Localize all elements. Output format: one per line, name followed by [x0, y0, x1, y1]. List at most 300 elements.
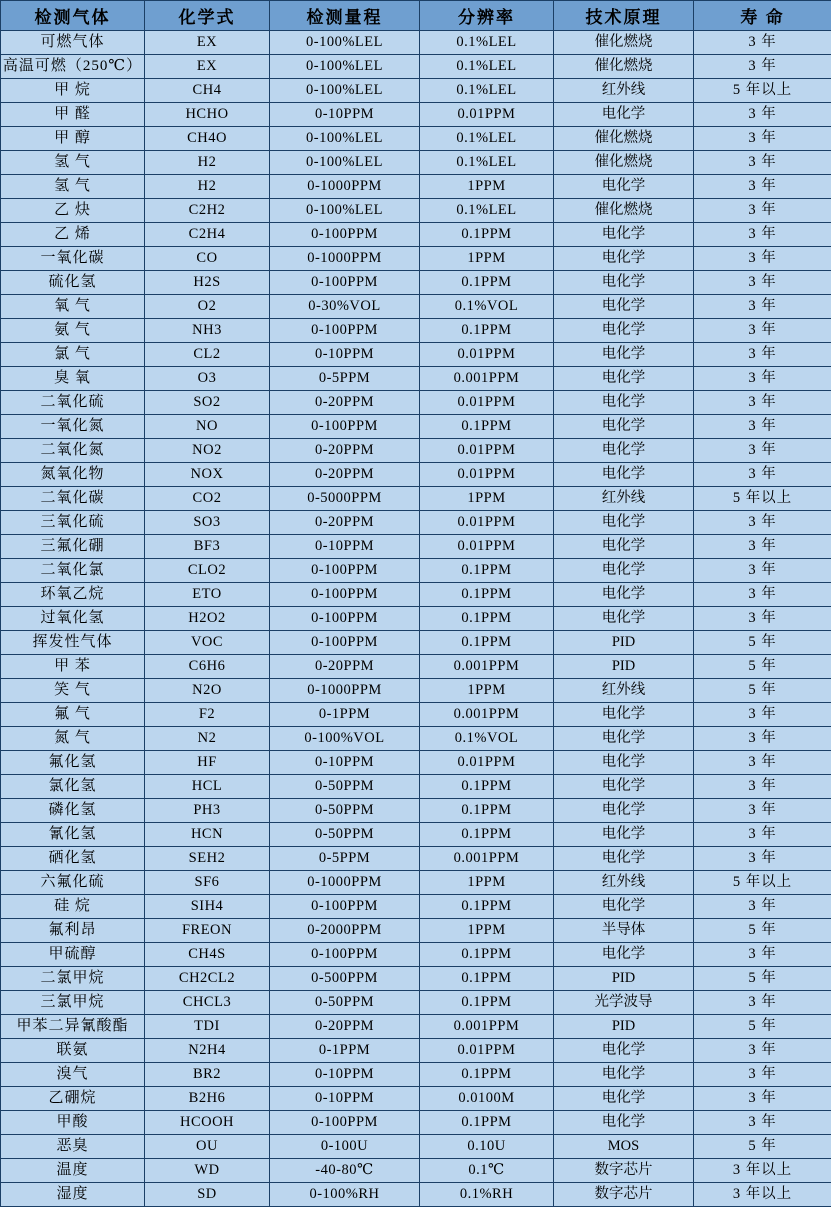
cell-formula: C6H6	[145, 655, 270, 679]
cell-principle: 电化学	[554, 823, 694, 847]
cell-range: 0-20PPM	[270, 463, 420, 487]
cell-lifetime: 5 年	[694, 1015, 831, 1039]
cell-range: 0-10PPM	[270, 103, 420, 127]
cell-formula: NH3	[145, 319, 270, 343]
table-row	[1, 1039, 831, 1063]
cell-resolution: 0.1PPM	[420, 223, 554, 247]
cell-resolution: 0.1PPM	[420, 1111, 554, 1135]
cell-lifetime: 3 年	[694, 151, 831, 175]
cell-formula: NO2	[145, 439, 270, 463]
cell-range: 0-100%VOL	[270, 727, 420, 751]
column-header-principle: 技术原理	[554, 1, 694, 31]
cell-resolution: 0.1PPM	[420, 775, 554, 799]
cell-resolution: 0.1PPM	[420, 799, 554, 823]
cell-lifetime: 3 年	[694, 175, 831, 199]
cell-resolution: 1PPM	[420, 919, 554, 943]
cell-lifetime: 3 年	[694, 1039, 831, 1063]
cell-formula: CH4O	[145, 127, 270, 151]
cell-gas: 三氟化硼	[1, 535, 145, 559]
cell-range: 0-1000PPM	[270, 871, 420, 895]
table-row	[1, 559, 831, 583]
cell-gas: 氢 气	[1, 151, 145, 175]
cell-lifetime: 3 年	[694, 55, 831, 79]
cell-principle: 催化燃烧	[554, 199, 694, 223]
cell-principle: 电化学	[554, 295, 694, 319]
cell-gas: 笑 气	[1, 679, 145, 703]
cell-formula: C2H2	[145, 199, 270, 223]
cell-resolution: 0.1PPM	[420, 271, 554, 295]
table-body	[1, 31, 831, 1207]
cell-lifetime: 3 年	[694, 319, 831, 343]
cell-resolution: 0.1%LEL	[420, 31, 554, 55]
table-row	[1, 583, 831, 607]
cell-resolution: 0.1%VOL	[420, 295, 554, 319]
cell-formula: WD	[145, 1159, 270, 1183]
cell-principle: 电化学	[554, 775, 694, 799]
cell-principle: 电化学	[554, 343, 694, 367]
cell-principle: 电化学	[554, 535, 694, 559]
cell-gas: 联氨	[1, 1039, 145, 1063]
cell-range: -40-80℃	[270, 1159, 420, 1183]
cell-gas: 三氯甲烷	[1, 991, 145, 1015]
cell-principle: 电化学	[554, 847, 694, 871]
cell-gas: 氮 气	[1, 727, 145, 751]
cell-range: 0-100PPM	[270, 943, 420, 967]
cell-formula: BF3	[145, 535, 270, 559]
cell-lifetime: 3 年	[694, 1063, 831, 1087]
table-row	[1, 655, 831, 679]
cell-range: 0-10PPM	[270, 751, 420, 775]
cell-gas: 氯化氢	[1, 775, 145, 799]
cell-range: 0-100%LEL	[270, 199, 420, 223]
cell-range: 0-1000PPM	[270, 247, 420, 271]
cell-resolution: 0.01PPM	[420, 751, 554, 775]
cell-range: 0-100PPM	[270, 223, 420, 247]
cell-resolution: 0.1PPM	[420, 967, 554, 991]
table-row	[1, 607, 831, 631]
cell-formula: HCOOH	[145, 1111, 270, 1135]
table-row	[1, 295, 831, 319]
table-row	[1, 847, 831, 871]
cell-lifetime: 3 年	[694, 1111, 831, 1135]
table-row	[1, 175, 831, 199]
cell-lifetime: 5 年	[694, 679, 831, 703]
cell-resolution: 0.1%VOL	[420, 727, 554, 751]
cell-formula: HCL	[145, 775, 270, 799]
cell-lifetime: 3 年	[694, 559, 831, 583]
cell-gas: 甲硫醇	[1, 943, 145, 967]
table-row	[1, 799, 831, 823]
cell-gas: 二氧化氮	[1, 439, 145, 463]
cell-range: 0-5000PPM	[270, 487, 420, 511]
cell-gas: 可燃气体	[1, 31, 145, 55]
cell-range: 0-20PPM	[270, 1015, 420, 1039]
cell-resolution: 0.1%LEL	[420, 151, 554, 175]
table-row	[1, 79, 831, 103]
cell-resolution: 0.01PPM	[420, 535, 554, 559]
column-header-lifetime: 寿 命	[694, 1, 831, 31]
cell-range: 0-2000PPM	[270, 919, 420, 943]
cell-lifetime: 3 年	[694, 367, 831, 391]
cell-range: 0-100PPM	[270, 271, 420, 295]
cell-principle: 电化学	[554, 1111, 694, 1135]
cell-range: 0-100%LEL	[270, 55, 420, 79]
table-row	[1, 511, 831, 535]
cell-principle: 光学波导	[554, 991, 694, 1015]
cell-resolution: 0.1%LEL	[420, 199, 554, 223]
cell-gas: 甲 苯	[1, 655, 145, 679]
cell-gas: 氟 气	[1, 703, 145, 727]
cell-gas: 甲酸	[1, 1111, 145, 1135]
cell-lifetime: 3 年	[694, 703, 831, 727]
cell-resolution: 0.001PPM	[420, 847, 554, 871]
cell-principle: PID	[554, 655, 694, 679]
cell-lifetime: 3 年	[694, 415, 831, 439]
cell-lifetime: 3 年	[694, 31, 831, 55]
table-row	[1, 367, 831, 391]
cell-lifetime: 3 年	[694, 511, 831, 535]
cell-gas: 二氯甲烷	[1, 967, 145, 991]
table-row	[1, 967, 831, 991]
cell-range: 0-100%LEL	[270, 79, 420, 103]
cell-gas: 二氧化硫	[1, 391, 145, 415]
cell-resolution: 0.001PPM	[420, 367, 554, 391]
cell-formula: NO	[145, 415, 270, 439]
cell-formula: BR2	[145, 1063, 270, 1087]
cell-range: 0-100U	[270, 1135, 420, 1159]
cell-formula: N2O	[145, 679, 270, 703]
cell-range: 0-10PPM	[270, 1063, 420, 1087]
cell-formula: PH3	[145, 799, 270, 823]
table-row	[1, 1087, 831, 1111]
table-row	[1, 943, 831, 967]
cell-range: 0-100PPM	[270, 1111, 420, 1135]
cell-formula: SO3	[145, 511, 270, 535]
cell-lifetime: 3 年	[694, 943, 831, 967]
cell-lifetime: 5 年	[694, 919, 831, 943]
cell-formula: SEH2	[145, 847, 270, 871]
cell-resolution: 0.1PPM	[420, 823, 554, 847]
cell-range: 0-1PPM	[270, 1039, 420, 1063]
cell-formula: EX	[145, 31, 270, 55]
table-row	[1, 991, 831, 1015]
cell-resolution: 0.1PPM	[420, 895, 554, 919]
table-row	[1, 703, 831, 727]
table-row	[1, 1159, 831, 1183]
table-row	[1, 271, 831, 295]
cell-lifetime: 3 年	[694, 991, 831, 1015]
cell-formula: NOX	[145, 463, 270, 487]
table-row	[1, 871, 831, 895]
cell-range: 0-10PPM	[270, 1087, 420, 1111]
cell-resolution: 0.01PPM	[420, 463, 554, 487]
cell-principle: 电化学	[554, 391, 694, 415]
cell-resolution: 0.001PPM	[420, 1015, 554, 1039]
cell-resolution: 0.1%RH	[420, 1183, 554, 1207]
cell-formula: SO2	[145, 391, 270, 415]
cell-formula: HF	[145, 751, 270, 775]
column-header-resolution: 分辨率	[420, 1, 554, 31]
cell-formula: SF6	[145, 871, 270, 895]
cell-range: 0-100%LEL	[270, 31, 420, 55]
cell-lifetime: 3 年	[694, 847, 831, 871]
table-row	[1, 103, 831, 127]
cell-gas: 挥发性气体	[1, 631, 145, 655]
cell-range: 0-20PPM	[270, 511, 420, 535]
column-header-gas: 检测气体	[1, 1, 145, 31]
cell-gas: 氟化氢	[1, 751, 145, 775]
cell-principle: 电化学	[554, 223, 694, 247]
cell-resolution: 0.01PPM	[420, 511, 554, 535]
table-row	[1, 919, 831, 943]
cell-gas: 二氧化氯	[1, 559, 145, 583]
table-row	[1, 223, 831, 247]
cell-formula: H2O2	[145, 607, 270, 631]
cell-lifetime: 3 年	[694, 223, 831, 247]
cell-formula: CO	[145, 247, 270, 271]
cell-lifetime: 3 年	[694, 247, 831, 271]
cell-resolution: 0.1%LEL	[420, 127, 554, 151]
cell-principle: 数字芯片	[554, 1183, 694, 1207]
cell-resolution: 1PPM	[420, 247, 554, 271]
cell-gas: 乙 炔	[1, 199, 145, 223]
table-row	[1, 1183, 831, 1207]
cell-formula: SD	[145, 1183, 270, 1207]
cell-formula: C2H4	[145, 223, 270, 247]
cell-formula: ETO	[145, 583, 270, 607]
cell-formula: TDI	[145, 1015, 270, 1039]
cell-lifetime: 3 年	[694, 535, 831, 559]
cell-resolution: 0.1PPM	[420, 559, 554, 583]
cell-resolution: 0.1PPM	[420, 1063, 554, 1087]
cell-range: 0-100PPM	[270, 583, 420, 607]
table-row	[1, 343, 831, 367]
table-row	[1, 751, 831, 775]
cell-formula: O2	[145, 295, 270, 319]
cell-gas: 氨 气	[1, 319, 145, 343]
cell-formula: N2	[145, 727, 270, 751]
cell-range: 0-10PPM	[270, 535, 420, 559]
cell-principle: 电化学	[554, 1063, 694, 1087]
cell-gas: 乙硼烷	[1, 1087, 145, 1111]
cell-formula: F2	[145, 703, 270, 727]
cell-gas: 过氧化氢	[1, 607, 145, 631]
cell-range: 0-100%RH	[270, 1183, 420, 1207]
cell-lifetime: 3 年	[694, 295, 831, 319]
cell-lifetime: 3 年以上	[694, 1159, 831, 1183]
cell-gas: 氧 气	[1, 295, 145, 319]
cell-resolution: 0.1PPM	[420, 583, 554, 607]
cell-resolution: 0.1PPM	[420, 607, 554, 631]
cell-principle: 电化学	[554, 439, 694, 463]
cell-range: 0-100PPM	[270, 607, 420, 631]
cell-gas: 乙 烯	[1, 223, 145, 247]
cell-lifetime: 3 年	[694, 727, 831, 751]
cell-gas: 三氧化硫	[1, 511, 145, 535]
cell-resolution: 0.1PPM	[420, 631, 554, 655]
table-row	[1, 775, 831, 799]
cell-principle: PID	[554, 967, 694, 991]
cell-lifetime: 5 年	[694, 1135, 831, 1159]
cell-lifetime: 5 年以上	[694, 79, 831, 103]
cell-principle: 电化学	[554, 799, 694, 823]
cell-principle: 电化学	[554, 727, 694, 751]
table-row	[1, 895, 831, 919]
cell-gas: 硅 烷	[1, 895, 145, 919]
table-row	[1, 55, 831, 79]
table-header-row	[1, 1, 831, 31]
cell-gas: 氯 气	[1, 343, 145, 367]
cell-principle: 电化学	[554, 367, 694, 391]
cell-resolution: 1PPM	[420, 871, 554, 895]
cell-formula: CH4S	[145, 943, 270, 967]
cell-principle: 数字芯片	[554, 1159, 694, 1183]
cell-principle: 电化学	[554, 943, 694, 967]
table-row	[1, 487, 831, 511]
cell-range: 0-500PPM	[270, 967, 420, 991]
cell-formula: SIH4	[145, 895, 270, 919]
cell-lifetime: 5 年	[694, 655, 831, 679]
cell-principle: 电化学	[554, 1087, 694, 1111]
cell-principle: 电化学	[554, 319, 694, 343]
cell-principle: PID	[554, 1015, 694, 1039]
table-row	[1, 1135, 831, 1159]
cell-principle: 电化学	[554, 583, 694, 607]
cell-principle: 电化学	[554, 751, 694, 775]
cell-gas: 氟利昂	[1, 919, 145, 943]
cell-resolution: 0.01PPM	[420, 391, 554, 415]
cell-formula: O3	[145, 367, 270, 391]
cell-resolution: 0.10U	[420, 1135, 554, 1159]
cell-lifetime: 3 年	[694, 895, 831, 919]
table-row	[1, 631, 831, 655]
column-header-formula: 化学式	[145, 1, 270, 31]
cell-formula: CL2	[145, 343, 270, 367]
cell-principle: 电化学	[554, 103, 694, 127]
cell-lifetime: 3 年	[694, 751, 831, 775]
cell-principle: 催化燃烧	[554, 151, 694, 175]
cell-gas: 溴气	[1, 1063, 145, 1087]
cell-lifetime: 3 年	[694, 391, 831, 415]
cell-formula: CH4	[145, 79, 270, 103]
table-row	[1, 127, 831, 151]
cell-range: 0-1000PPM	[270, 679, 420, 703]
cell-lifetime: 3 年	[694, 271, 831, 295]
cell-gas: 硒化氢	[1, 847, 145, 871]
cell-range: 0-10PPM	[270, 343, 420, 367]
cell-formula: HCN	[145, 823, 270, 847]
cell-lifetime: 3 年	[694, 199, 831, 223]
cell-range: 0-100PPM	[270, 319, 420, 343]
cell-gas: 磷化氢	[1, 799, 145, 823]
cell-resolution: 0.01PPM	[420, 1039, 554, 1063]
cell-gas: 硫化氢	[1, 271, 145, 295]
cell-principle: 红外线	[554, 487, 694, 511]
cell-range: 0-1000PPM	[270, 175, 420, 199]
cell-formula: OU	[145, 1135, 270, 1159]
table-row	[1, 151, 831, 175]
cell-range: 0-30%VOL	[270, 295, 420, 319]
cell-principle: 半导体	[554, 919, 694, 943]
cell-lifetime: 3 年	[694, 343, 831, 367]
cell-range: 0-100PPM	[270, 895, 420, 919]
cell-formula: H2	[145, 151, 270, 175]
cell-principle: 催化燃烧	[554, 31, 694, 55]
cell-gas: 六氟化硫	[1, 871, 145, 895]
cell-principle: 电化学	[554, 559, 694, 583]
table-row	[1, 415, 831, 439]
cell-principle: 电化学	[554, 895, 694, 919]
cell-range: 0-100%LEL	[270, 127, 420, 151]
table-row	[1, 439, 831, 463]
cell-range: 0-100PPM	[270, 631, 420, 655]
cell-resolution: 0.001PPM	[420, 655, 554, 679]
table-row	[1, 535, 831, 559]
cell-resolution: 0.1PPM	[420, 943, 554, 967]
cell-range: 0-20PPM	[270, 391, 420, 415]
cell-formula: VOC	[145, 631, 270, 655]
cell-lifetime: 3 年以上	[694, 1183, 831, 1207]
cell-gas: 湿度	[1, 1183, 145, 1207]
cell-gas: 环氧乙烷	[1, 583, 145, 607]
cell-formula: H2	[145, 175, 270, 199]
cell-principle: 电化学	[554, 175, 694, 199]
cell-resolution: 0.01PPM	[420, 103, 554, 127]
cell-principle: 红外线	[554, 871, 694, 895]
cell-principle: 电化学	[554, 463, 694, 487]
cell-formula: CLO2	[145, 559, 270, 583]
cell-lifetime: 5 年以上	[694, 487, 831, 511]
cell-lifetime: 3 年	[694, 1087, 831, 1111]
cell-gas: 氮氧化物	[1, 463, 145, 487]
cell-range: 0-5PPM	[270, 847, 420, 871]
cell-resolution: 0.0100M	[420, 1087, 554, 1111]
cell-principle: 电化学	[554, 607, 694, 631]
cell-resolution: 0.1PPM	[420, 319, 554, 343]
cell-lifetime: 3 年	[694, 103, 831, 127]
cell-gas: 氰化氢	[1, 823, 145, 847]
cell-formula: CO2	[145, 487, 270, 511]
cell-gas: 一氧化碳	[1, 247, 145, 271]
table-row	[1, 679, 831, 703]
cell-gas: 高温可燃（250℃）	[1, 55, 145, 79]
cell-gas: 甲 醛	[1, 103, 145, 127]
cell-formula: CHCL3	[145, 991, 270, 1015]
cell-gas: 温度	[1, 1159, 145, 1183]
cell-range: 0-50PPM	[270, 823, 420, 847]
cell-range: 0-5PPM	[270, 367, 420, 391]
cell-resolution: 0.1℃	[420, 1159, 554, 1183]
cell-principle: MOS	[554, 1135, 694, 1159]
cell-formula: EX	[145, 55, 270, 79]
table-row	[1, 247, 831, 271]
cell-lifetime: 5 年	[694, 967, 831, 991]
table-row	[1, 391, 831, 415]
cell-gas: 臭 氧	[1, 367, 145, 391]
column-header-range: 检测量程	[270, 1, 420, 31]
table-row	[1, 31, 831, 55]
cell-principle: 电化学	[554, 1039, 694, 1063]
cell-range: 0-20PPM	[270, 655, 420, 679]
cell-lifetime: 3 年	[694, 823, 831, 847]
cell-range: 0-50PPM	[270, 991, 420, 1015]
cell-principle: 催化燃烧	[554, 55, 694, 79]
cell-range: 0-1PPM	[270, 703, 420, 727]
cell-gas: 甲苯二异氰酸酯	[1, 1015, 145, 1039]
cell-formula: FREON	[145, 919, 270, 943]
table-row	[1, 463, 831, 487]
cell-range: 0-20PPM	[270, 439, 420, 463]
